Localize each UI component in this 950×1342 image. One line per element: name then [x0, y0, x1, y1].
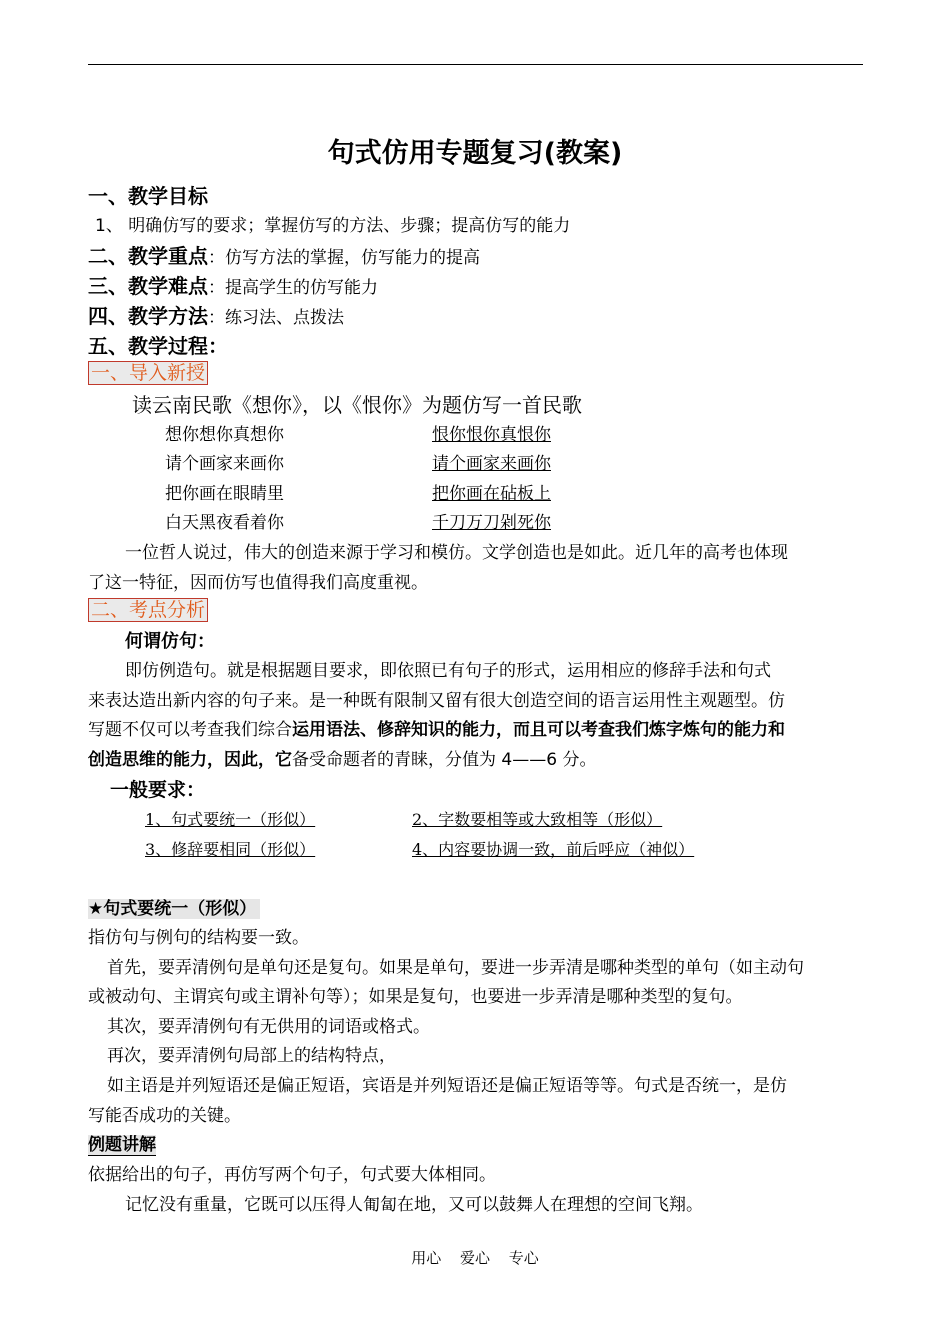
star-heading-wrap [88, 897, 260, 921]
page-footer: 用心 爱心 专心 [411, 1249, 539, 1267]
poem-right-2: 请个画家来画你 [432, 454, 551, 474]
star-heading: ★句式要统一（形似） [88, 899, 260, 919]
poem-left-3: 把你画在眼睛里 [165, 484, 284, 504]
star-line3: 或被动句、主谓宾句或主谓补句等）；如果是复句，也要进一步弄清是哪种类型的复句。 [88, 987, 743, 1007]
heading-key-label: 二、教学重点 [88, 244, 208, 268]
section1-para-line2: 了这一特征，因而仿写也值得我们高度重视。 [88, 573, 428, 593]
requirement-1: 1、句式要统一（形似） [145, 810, 316, 829]
star-line7: 写能否成功的关键。 [88, 1106, 241, 1126]
heading-hard-text: ：提高学生的仿写能力 [208, 278, 378, 298]
definition-line3-a: 写题不仅可以考查我们综合 [88, 720, 292, 740]
requirement-3: 3、修辞要相同（形似） [145, 840, 316, 859]
heading-hard-label: 三、教学难点 [88, 274, 208, 298]
heading-hard [88, 274, 378, 300]
star-line2: 首先，要弄清例句是单句还是复句。如果是单句，要进一步弄清是哪种类型的单句（如主动句 [107, 958, 804, 978]
heading-method [88, 304, 344, 330]
requirement-2: 2、字数要相等或大致相等（形似） [412, 810, 663, 829]
heading-method-text: ：练习法、点拨法 [208, 308, 344, 328]
example-heading-wrap [88, 1133, 156, 1157]
definition-line4-b: 备受命题者的青睐，分值为 4——6 分。 [292, 750, 597, 770]
definition-line3 [88, 718, 785, 742]
header-rule [88, 64, 863, 65]
definition-line4-a: 创造思维的能力，因此，它 [88, 750, 292, 770]
star-line1: 指仿句与例句的结构要一致。 [88, 928, 309, 948]
requirements-heading: 一般要求： [110, 779, 206, 801]
section1-para-line1: 一位哲人说过，伟大的创造来源于学习和模仿。文学创造也是如此。近几年的高考也体现 [125, 543, 788, 563]
definition-line1: 即仿例造句。就是根据题目要求，即依照已有句子的形式，运用相应的修辞手法和句式 [125, 661, 771, 681]
example-heading: 例题讲解 [88, 1135, 156, 1155]
star-line5: 再次，要弄清例句局部上的结构特点， [107, 1046, 396, 1066]
example-line2: 记忆没有重量，它既可以压得人匍匐在地，又可以鼓舞人在理想的空间飞翔。 [125, 1195, 703, 1215]
star-line4: 其次，要弄清例句有无供用的词语或格式。 [107, 1017, 430, 1037]
heading-method-label: 四、教学方法 [88, 304, 208, 328]
poem-right-3: 把你画在砧板上 [432, 484, 551, 504]
heading-key [88, 244, 480, 270]
heading-goal: 一、教学目标 [88, 184, 208, 208]
poem-left-1: 想你想你真想你 [165, 425, 284, 445]
section2-label: 二、考点分析 [88, 598, 208, 622]
section1-intro: 读云南民歌《想你》，以《恨你》为题仿写一首民歌 [132, 393, 582, 417]
page-title: 句式仿用专题复习(教案) [327, 138, 623, 169]
poem-right-1: 恨你恨你真恨你 [432, 425, 551, 445]
goal-item: 1、 明确仿写的要求；掌握仿写的方法、步骤；提高仿写的能力 [95, 216, 571, 236]
example-line1: 依据给出的句子，再仿写两个句子，句式要大体相同。 [88, 1165, 496, 1185]
poem-left-4: 白天黑夜看着你 [165, 513, 284, 533]
poem-right-4: 千刀万刀剁死你 [432, 513, 551, 533]
what-is-heading: 何谓仿句： [125, 631, 215, 652]
requirement-4: 4、内容要协调一致，前后呼应（神似） [412, 840, 695, 859]
section2-label-wrap [88, 599, 208, 623]
poem-left-2: 请个画家来画你 [165, 454, 284, 474]
definition-line4 [88, 748, 596, 772]
section1-label: 一、导入新授 [88, 361, 208, 385]
section1-label-wrap [88, 362, 208, 386]
heading-process: 五、教学过程： [88, 334, 228, 358]
star-line6: 如主语是并列短语还是偏正短语，宾语是并列短语还是偏正短语等等。句式是否统一，是仿 [107, 1076, 787, 1096]
heading-key-text: ：仿写方法的掌握，仿写能力的提高 [208, 248, 480, 268]
definition-line3-b: 运用语法、修辞知识的能力，而且可以考查我们炼字炼句的能力和 [292, 720, 785, 740]
definition-line2: 来表达造出新内容的句子来。是一种既有限制又留有很大创造空间的语言运用性主观题型。仿 [88, 691, 785, 711]
